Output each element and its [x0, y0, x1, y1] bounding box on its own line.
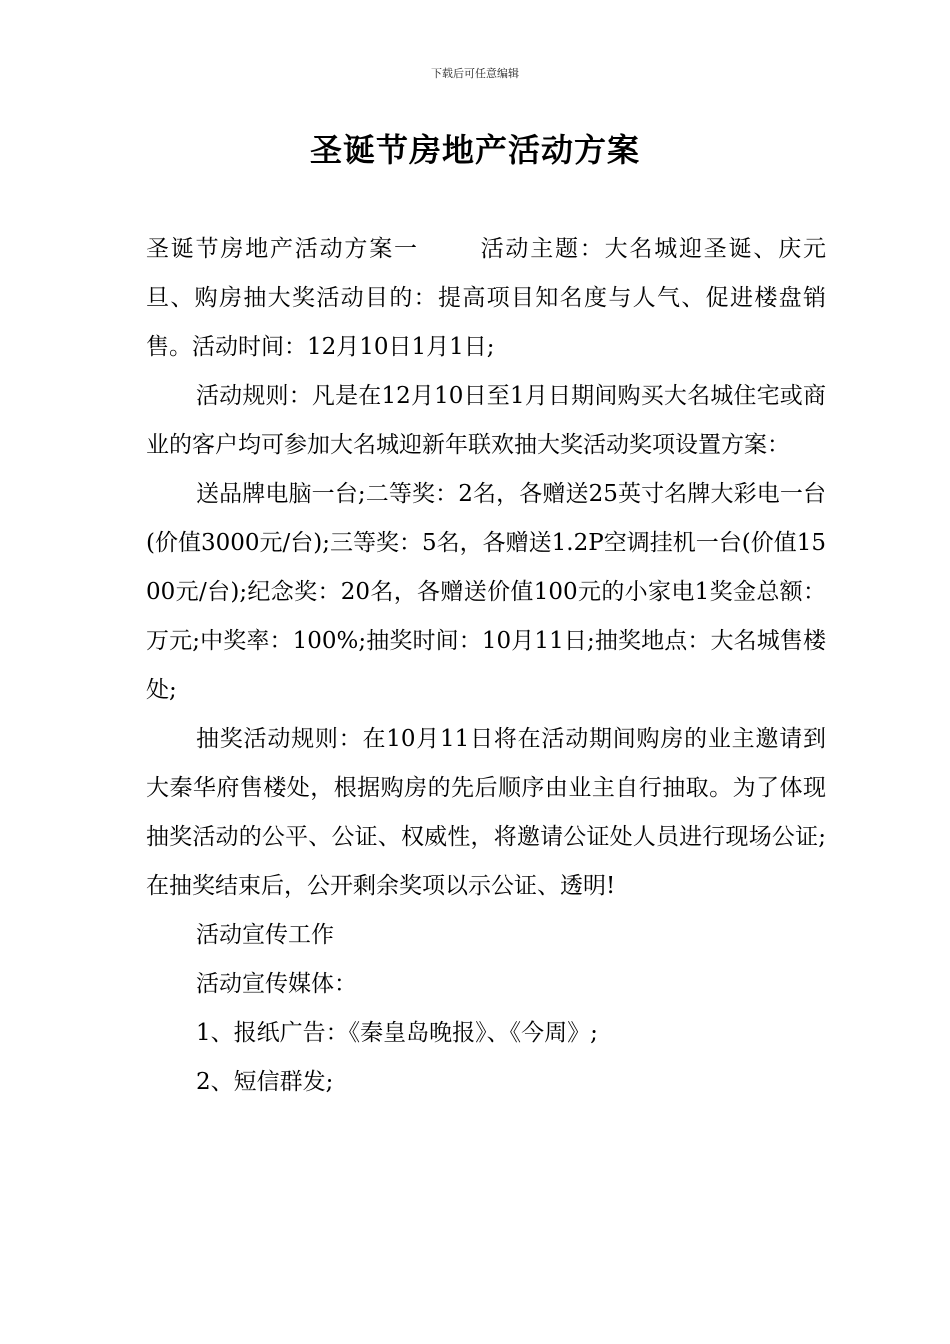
- list-item-sms: 2、短信群发;: [196, 1069, 334, 1095]
- paragraph-intro-lead: 圣诞节房地产活动方案一: [146, 236, 419, 262]
- paragraph-draw-rules: 抽奖活动规则：在10月11日将在活动期间购房的业主邀请到大秦华府售楼处，根据购房的先后顺序由业主自行抽取。为了体现抽奖活动的公平、公证、权威性，将邀请公证处人员进行现场公证;在抽奖结束后，公开剩余奖项以示公证、透明!: [146, 726, 826, 899]
- paragraph-intro-text: 活动主题：大名城迎圣诞、庆元旦、购房抽大奖活动目的：提高项目知名度与人气、促进楼盘销售。活动时间：12月10日1月1日;: [146, 236, 827, 360]
- paragraph-rules: 活动规则：凡是在12月10日至1月日期间购买大名城住宅或商业的客户均可参加大名城迎新年联欢抽大奖活动奖项设置方案：: [146, 383, 826, 458]
- paragraph-prizes: 送品牌电脑一台;二等奖：2名，各赠送25英寸名牌大彩电一台(价值3000元/台);三等奖：5名，各赠送1.2P空调挂机一台(价值1500元/台);纪念奖：20名，各赠送价值100元的小家电1奖金总额：万元;中奖率：100%;抽奖时间：10月11日;抽奖地点：大名城售楼处;: [146, 481, 826, 703]
- paragraph-promotion-heading: 活动宣传工作: [196, 922, 334, 948]
- list-item-newspaper: 1、报纸广告：《秦皇岛晚报》、《今周》;: [196, 1020, 598, 1046]
- document-title: 圣诞节房地产活动方案: [309, 131, 640, 169]
- document-body: [146, 225, 826, 1107]
- paragraph-media-heading: 活动宣传媒体：: [196, 971, 357, 997]
- header-note: 下载后可任意编辑: [431, 67, 519, 80]
- paragraph-intro: [146, 225, 826, 372]
